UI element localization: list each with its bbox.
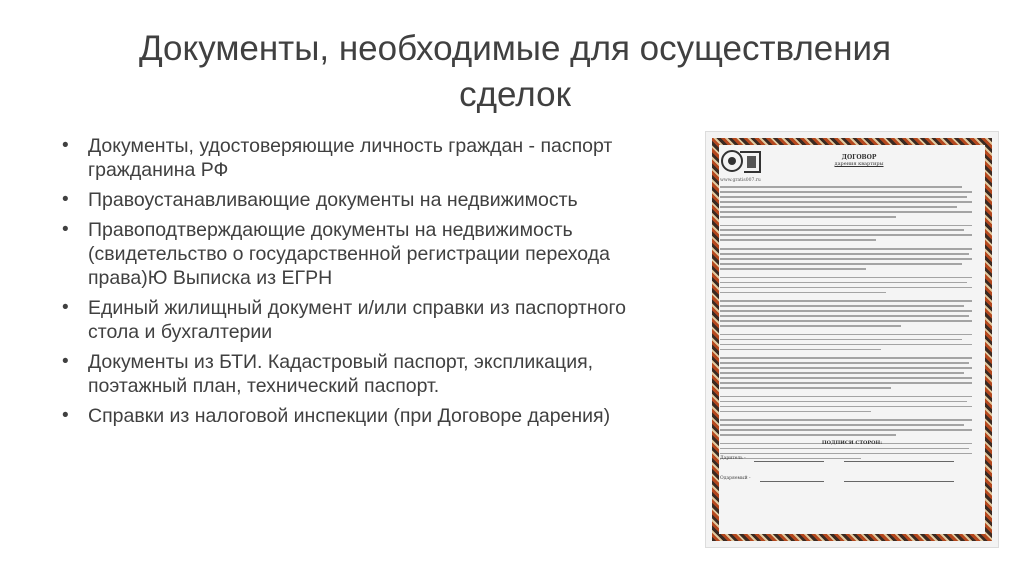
bullet-text: Правоустанавливающие документы на недвижимость — [88, 189, 578, 211]
bullet-text: Документы, удостоверяющие личность граждан - паспорт гражданина РФ — [88, 135, 613, 181]
document-text-line — [720, 229, 964, 231]
signatures-title: ПОДПИСИ СТОРОН: — [821, 440, 883, 446]
bullet-text: Справки из налоговой инспекции (при Договоре дарения) — [88, 405, 611, 427]
document-page — [714, 140, 990, 539]
bullet-dot-icon: • — [62, 135, 69, 156]
document-text-line — [720, 387, 891, 389]
document-text-line — [720, 382, 972, 384]
document-heading — [804, 154, 914, 168]
document-text-line — [720, 310, 972, 312]
document-text-line — [720, 216, 896, 218]
bullet-text: Единый жилищный документ и/или справки из паспортного стола и бухгалтерии — [88, 297, 626, 343]
bullet-dot-icon: • — [62, 219, 69, 240]
document-body-text — [720, 186, 972, 463]
document-text-line — [720, 282, 967, 284]
document-text-line — [720, 258, 972, 260]
signature-line — [844, 481, 954, 482]
signature-line — [760, 481, 824, 482]
bullet-item — [60, 350, 660, 398]
document-text-line — [720, 196, 967, 198]
bullet-item — [60, 218, 660, 290]
document-text-line — [720, 191, 972, 193]
document-text-line — [720, 448, 969, 450]
signer-donor-label: Даритель - — [720, 456, 746, 461]
bullet-dot-icon: • — [62, 405, 69, 426]
document-text-line — [720, 186, 962, 188]
document-text-line — [720, 268, 866, 270]
document-text-line — [720, 411, 871, 413]
document-text-line — [720, 225, 972, 227]
document-text-line — [720, 292, 886, 294]
document-text-line — [720, 396, 972, 398]
document-text-line — [720, 406, 972, 408]
document-text-line — [720, 239, 876, 241]
bullet-item — [60, 404, 660, 428]
document-text-line — [720, 287, 972, 289]
document-site-url: www.gratis007.ru — [720, 178, 761, 183]
document-text-line — [720, 377, 972, 379]
slide-title — [60, 26, 970, 118]
document-text-line — [720, 357, 972, 359]
document-text-line — [720, 211, 972, 213]
document-text-line — [720, 372, 964, 374]
bullet-dot-icon: • — [62, 297, 69, 318]
document-text-line — [720, 349, 881, 351]
signature-line — [754, 461, 824, 462]
bullet-text: Документы из БТИ. Кадастровый паспорт, экспликация, поэтажный план, технический паспорт. — [88, 351, 594, 397]
document-text-line — [720, 434, 896, 436]
document-text-line — [720, 248, 972, 250]
document-subtitle: дарения квартиры — [834, 161, 884, 167]
bullet-dot-icon: • — [62, 189, 69, 210]
contract-document-image — [706, 132, 998, 547]
document-text-line — [720, 300, 972, 302]
document-text-line — [720, 263, 962, 265]
document-text-line — [720, 339, 962, 341]
slide-title-line-1: Документы, необходимые для осуществления — [138, 29, 892, 68]
bullet-dot-icon: • — [62, 351, 69, 372]
document-text-line — [720, 367, 972, 369]
document-text-line — [720, 305, 964, 307]
document-text-line — [720, 401, 967, 403]
document-text-line — [720, 277, 972, 279]
signer-recipient-label: Одаряемый - — [720, 476, 751, 481]
document-text-line — [720, 344, 972, 346]
document-text-line — [720, 253, 969, 255]
bullet-item — [60, 188, 660, 212]
document-text-line — [720, 453, 972, 455]
bullet-text: Правоподтверждающие документы на недвижимость (свидетельство о государственной регистрации перехода права)Ю Выписка из ЕГРН — [88, 219, 610, 289]
document-text-line — [720, 424, 964, 426]
document-text-line — [720, 362, 969, 364]
document-text-line — [720, 201, 972, 203]
document-text-line — [720, 419, 972, 421]
document-text-line — [720, 325, 901, 327]
document-text-line — [720, 315, 969, 317]
document-text-line — [720, 429, 972, 431]
document-title: ДОГОВОР — [841, 154, 877, 161]
document-logo-icon — [720, 146, 764, 176]
slide-title-line-2: сделок — [459, 75, 571, 114]
bullet-item — [60, 296, 660, 344]
document-text-line — [720, 334, 972, 336]
bullet-list — [60, 134, 660, 434]
document-text-line — [720, 206, 957, 208]
bullet-item — [60, 134, 660, 182]
signature-line — [844, 461, 954, 462]
document-text-line — [720, 234, 972, 236]
document-text-line — [720, 320, 972, 322]
